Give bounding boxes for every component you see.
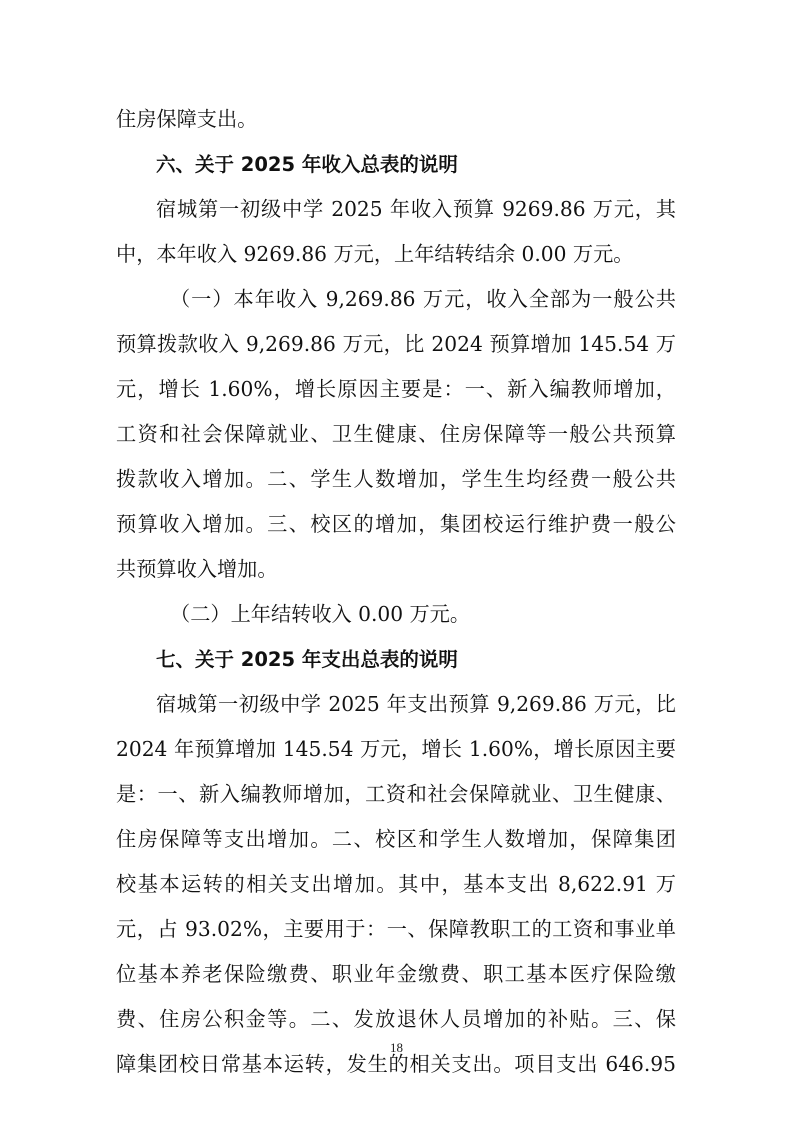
paragraph-line: 位基本养老保险缴费、职业年金缴费、职工基本医疗保险缴 [116, 962, 676, 986]
paragraph-line: 拨款收入增加。二、学生人数增加，学生生均经费一般公共 [116, 467, 676, 491]
paragraph-line: 工资和社会保障就业、卫生健康、住房保障等一般公共预算 [116, 422, 676, 446]
document-body [116, 97, 676, 1087]
paragraph-line: （一）本年收入 9,269.86 万元，收入全部为一般公共 [170, 287, 676, 311]
paragraph-line: 共预算收入增加。 [116, 557, 278, 581]
paragraph-line: 费、住房公积金等。二、发放退休人员增加的补贴。三、保 [116, 1007, 676, 1031]
paragraph-line: 元，占 93.02%，主要用于：一、保障教职工的工资和事业单 [116, 917, 676, 941]
paragraph-line: 障集团校日常基本运转，发生的相关支出。项目支出 646.95 [116, 1052, 676, 1076]
page-number: 18 [390, 1040, 403, 1055]
paragraph-line: 宿城第一初级中学 2025 年支出预算 9,269.86 万元，比 [156, 692, 676, 716]
paragraph-line: 是：一、新入编教师增加，工资和社会保障就业、卫生健康、 [116, 782, 676, 806]
paragraph-line: （二）上年结转收入 0.00 万元。 [170, 602, 471, 626]
section-heading-seven: 七、关于 2025 年支出总表的说明 [156, 648, 458, 671]
paragraph-line: 住房保障支出。 [116, 107, 258, 131]
paragraph-line: 中，本年收入 9269.86 万元，上年结转结余 0.00 万元。 [116, 242, 634, 266]
paragraph-line: 住房保障等支出增加。二、校区和学生人数增加，保障集团 [116, 827, 676, 851]
paragraph-line: 2024 年预算增加 145.54 万元，增长 1.60%，增长原因主要 [116, 737, 676, 761]
paragraph-line: 预算拨款收入 9,269.86 万元，比 2024 预算增加 145.54 万 [116, 332, 676, 356]
paragraph-line: 预算收入增加。三、校区的增加，集团校运行维护费一般公 [116, 512, 676, 536]
section-heading-six: 六、关于 2025 年收入总表的说明 [156, 153, 458, 176]
paragraph-line: 校基本运转的相关支出增加。其中，基本支出 8,622.91 万 [116, 872, 676, 896]
paragraph-line: 宿城第一初级中学 2025 年收入预算 9269.86 万元，其 [156, 197, 676, 221]
paragraph-line: 元，增长 1.60%，增长原因主要是：一、新入编教师增加， [116, 377, 676, 401]
